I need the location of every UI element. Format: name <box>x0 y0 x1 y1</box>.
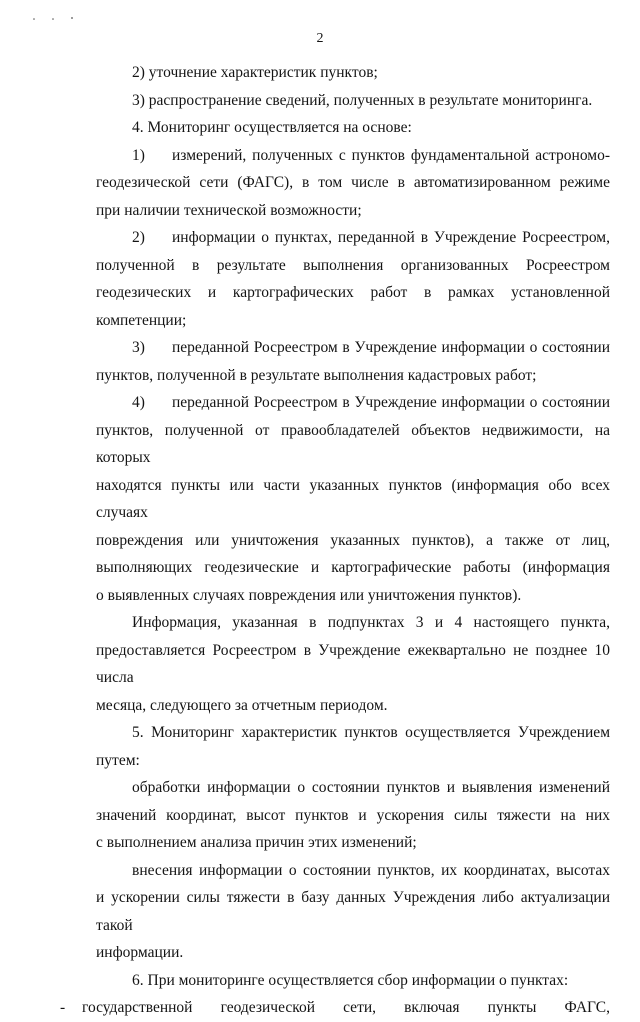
line-text: повреждения или уничтожения указанных пунктов), а также от лиц, <box>96 531 610 549</box>
text-line <box>96 252 610 280</box>
text-line-content <box>96 59 610 87</box>
text-line-content <box>96 279 610 334</box>
text-line-content <box>96 857 610 885</box>
text-line-content <box>96 774 610 802</box>
text-line <box>60 994 610 1022</box>
text-line <box>96 554 610 582</box>
text-line <box>96 417 610 472</box>
text-line <box>96 527 610 555</box>
text-line <box>96 774 610 802</box>
text-line <box>96 637 610 692</box>
text-line <box>96 279 610 334</box>
text-line <box>96 582 610 610</box>
text-line <box>96 857 610 885</box>
list-number: 1) <box>132 146 145 164</box>
text-line <box>96 967 610 995</box>
line-text: измерений, полученных с пунктов фундаментальной астрономо- <box>172 146 610 164</box>
text-line-content <box>96 114 610 142</box>
text-line-content <box>60 994 610 1022</box>
text-line-content <box>96 967 610 995</box>
text-line-content <box>96 802 610 830</box>
text-line-content <box>96 362 610 390</box>
text-line-content <box>96 169 610 197</box>
text-line <box>96 939 610 967</box>
text-line-content <box>96 637 610 692</box>
line-text: полученной в результате выполнения организованных Росреестром <box>96 256 610 274</box>
line-text: путем: <box>96 751 140 769</box>
text-line-content <box>96 472 610 527</box>
text-line <box>96 59 610 87</box>
text-line <box>96 334 610 362</box>
text-line-content <box>96 692 610 720</box>
line-text: пунктов, полученной от правообладателей объектов недвижимости, на которых <box>96 421 610 466</box>
line-text: внесения информации о состоянии пунктов, их координатах, высотах <box>132 861 610 879</box>
text-line-content <box>96 829 610 857</box>
text-line-content <box>96 417 610 472</box>
line-text: с выполнением анализа причин этих изменений; <box>96 834 417 851</box>
text-line <box>96 609 610 637</box>
text-line-content <box>96 87 610 115</box>
text-line-content <box>96 554 610 582</box>
text-line <box>96 802 610 830</box>
text-line-content <box>96 252 610 280</box>
text-line <box>96 692 610 720</box>
document-body <box>60 59 610 1022</box>
text-line-content <box>96 527 610 555</box>
line-text: пунктов, полученной в результате выполнения кадастровых работ; <box>96 366 537 384</box>
text-line-content <box>96 334 610 362</box>
text-line <box>96 197 610 225</box>
line-text: выполняющих геодезические и картографические работы (информация <box>96 559 610 576</box>
text-line-content <box>96 609 610 637</box>
text-line-content <box>96 939 610 967</box>
line-text: 6. При мониторинге осуществляется сбор информации о пунктах: <box>132 971 569 989</box>
list-number: 4) <box>132 394 145 411</box>
line-text: и ускорении силы тяжести в базу данных Учреждения либо актуализации такой <box>96 889 610 934</box>
text-line <box>96 747 610 775</box>
line-text: геодезических и картографических работ в рамках установленной компетенции; <box>96 284 610 329</box>
line-text: 2) уточнение характеристик пунктов; <box>132 64 378 81</box>
line-text: 5. Мониторинг характеристик пунктов осуществляется Учреждением <box>132 724 610 741</box>
text-line-content <box>96 389 610 417</box>
text-line <box>96 142 610 170</box>
text-line <box>96 719 610 747</box>
line-text: при наличии технической возможности; <box>96 201 362 219</box>
list-number: 3) <box>132 339 145 356</box>
text-line-content <box>96 747 610 775</box>
list-number: 2) <box>132 229 145 246</box>
text-line-content <box>96 224 610 252</box>
line-text: геодезической сети (ФАГС), в том числе в автоматизированном режиме <box>96 174 610 191</box>
text-line <box>96 362 610 390</box>
text-line-content <box>96 884 610 939</box>
line-text: находятся пункты или части указанных пунктов (информация обо всех случаях <box>96 476 610 521</box>
line-text: месяца, следующего за отчетным периодом. <box>96 696 388 714</box>
line-text: предоставляется Росреестром в Учреждение ежеквартально не позднее 10 числа <box>96 641 610 686</box>
line-text: Информация, указанная в подпунктах 3 и 4 настоящего пункта, <box>132 614 610 631</box>
line-text: значений координат, высот пунктов и ускорения силы тяжести на них <box>96 806 610 824</box>
list-dash: - <box>60 999 66 1016</box>
line-text: о выявленных случаях повреждения или уничтожения пунктов). <box>96 586 522 604</box>
line-text: информации о пунктах, переданной в Учреждение Росреестром, <box>172 229 610 246</box>
text-line-content <box>96 582 610 610</box>
text-line <box>96 224 610 252</box>
text-line-content <box>96 197 610 225</box>
text-line-content <box>96 719 610 747</box>
page-number: 2 <box>316 31 324 46</box>
text-line <box>96 389 610 417</box>
text-line <box>96 829 610 857</box>
line-text: 4. Мониторинг осуществляется на основе: <box>132 119 412 136</box>
line-text: обработки информации о состоянии пунктов и выявления изменений <box>132 779 610 796</box>
line-text: переданной Росреестром в Учреждение информации о состоянии <box>172 339 610 356</box>
text-line <box>96 114 610 142</box>
text-line <box>96 87 610 115</box>
line-text: информации. <box>96 944 184 961</box>
text-line-content <box>96 142 610 170</box>
line-text: переданной Росреестром в Учреждение информации о состоянии <box>172 394 610 411</box>
text-line <box>96 472 610 527</box>
line-text: государственной геодезической сети, включая пункты ФАГС, <box>82 999 610 1016</box>
text-line <box>96 169 610 197</box>
line-text: 3) распространение сведений, полученных в результате мониторинга. <box>132 91 593 109</box>
scan-specks <box>30 14 90 24</box>
text-line <box>96 884 610 939</box>
